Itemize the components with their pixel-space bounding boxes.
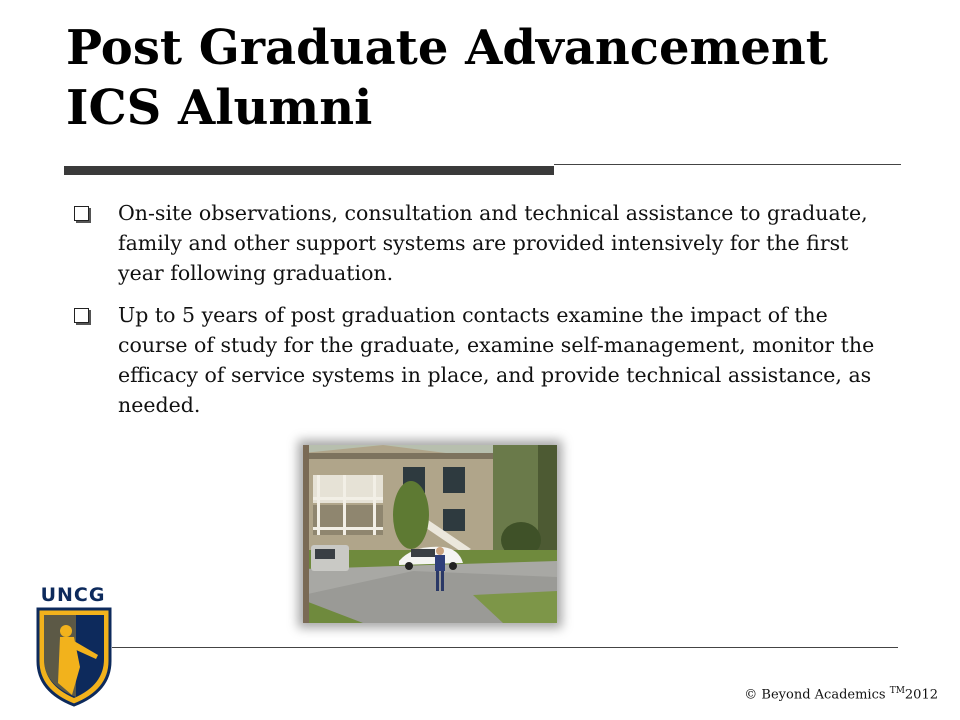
title-underline-thick [64, 166, 554, 175]
title-line-1: Post Graduate Advancement [66, 20, 828, 76]
copyright-year: 2012 [904, 687, 938, 703]
slide-title [66, 18, 926, 138]
bullet-item [74, 198, 894, 288]
footer-rule [112, 647, 898, 648]
checkbox-bullet-icon [74, 206, 89, 221]
bullet-text: On-site observations, consultation and technical assistance to graduate, family and other support systems are provided intensively for the first year following graduation. [118, 201, 868, 285]
bullet-item [74, 300, 894, 420]
apartment-photo [303, 445, 557, 623]
title-underline-thin [554, 164, 901, 165]
copyright-text [744, 686, 938, 702]
uncg-shield-logo [36, 607, 112, 707]
bullet-text: Up to 5 years of post graduation contacts examine the impact of the course of study for the graduate, examine self-management, monitor the efficacy of service systems in place, and provide technical assistance, as needed. [118, 303, 875, 417]
trademark-mark: TM [889, 686, 905, 696]
copyright-prefix: © Beyond Academics [744, 687, 890, 703]
title-line-2: ICS Alumni [66, 80, 373, 136]
uncg-logo-text: UNCG [40, 584, 106, 606]
bullet-list [74, 198, 894, 432]
checkbox-bullet-icon [74, 308, 89, 323]
